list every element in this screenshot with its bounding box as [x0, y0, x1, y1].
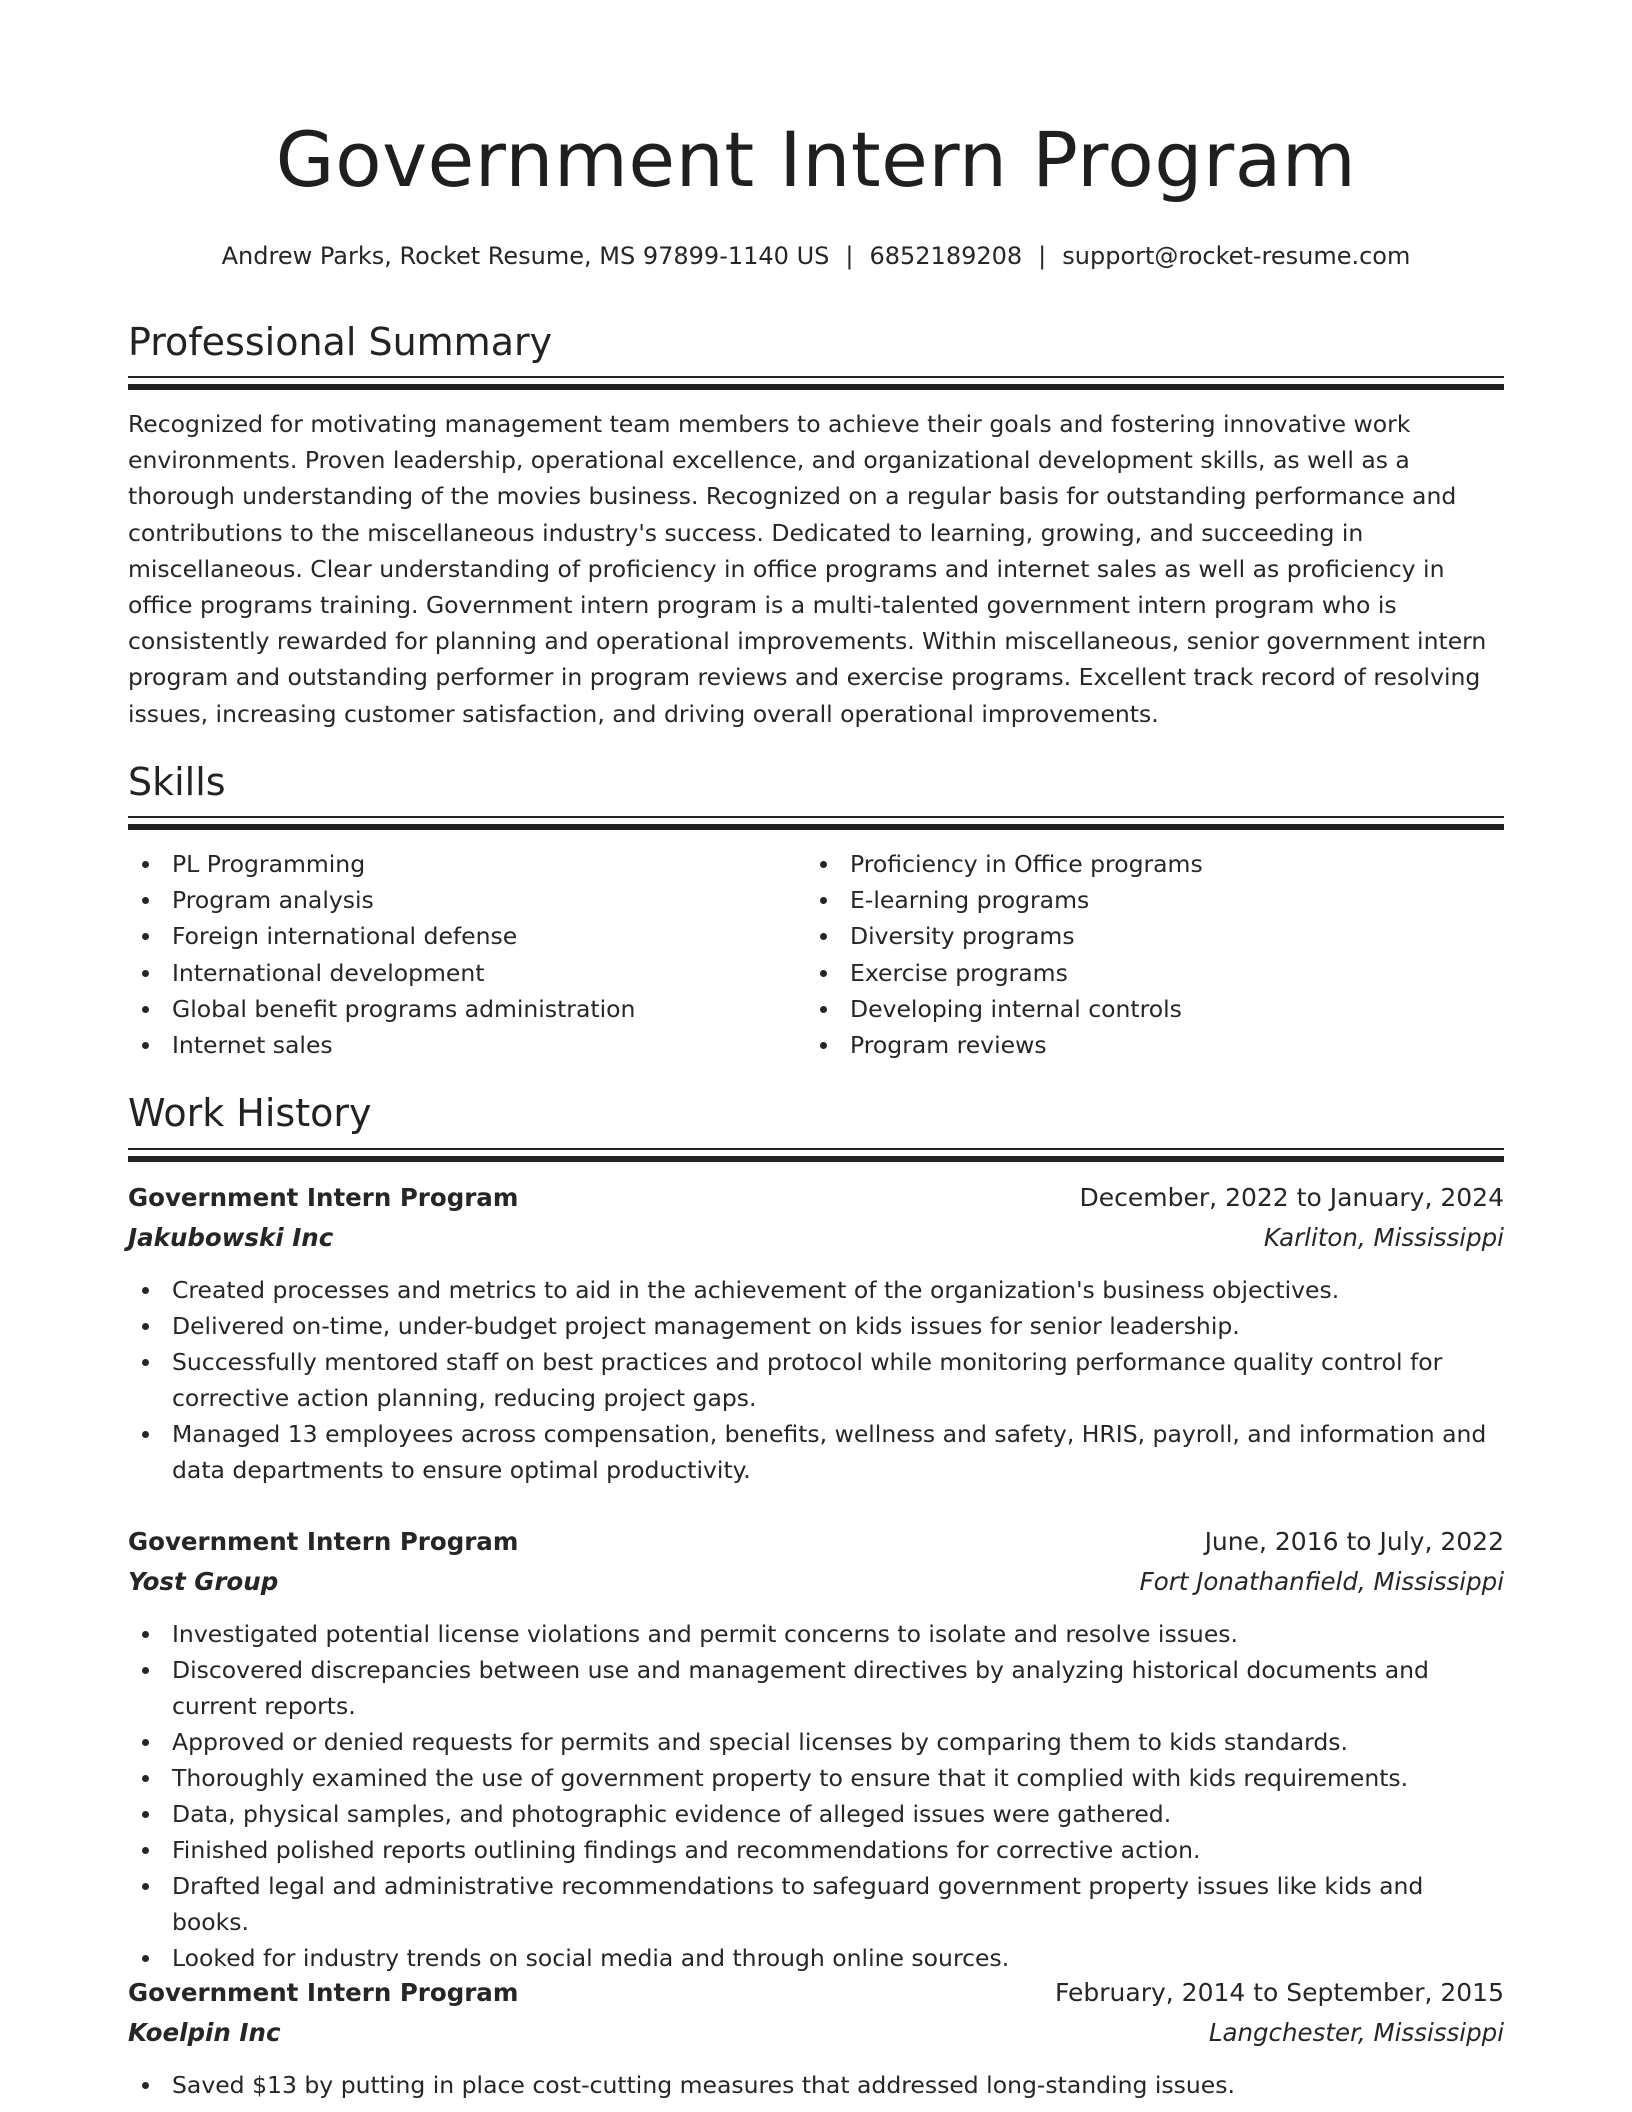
- skill-item: PL Programming: [128, 846, 788, 882]
- job-location: Fort Jonathanfield, Mississippi: [1139, 1567, 1504, 1596]
- job-company: Jakubowski Inc: [128, 1223, 334, 1252]
- skills-list-right: [806, 846, 1466, 1063]
- skill-item: Developing internal controls: [806, 991, 1466, 1027]
- job-bullets: [128, 1616, 1504, 1976]
- section-divider: [128, 1148, 1504, 1162]
- job-bullet: Saved $13 by putting in place cost-cutting measures that addressed long-standing issues.: [128, 2067, 1504, 2103]
- job-title: Government Intern Program: [128, 1183, 519, 1212]
- job-title: Government Intern Program: [128, 1527, 519, 1556]
- job-bullet: Investigated potential license violations and permit concerns to isolate and resolve issues.: [128, 1616, 1504, 1652]
- contact-line: [128, 240, 1504, 272]
- contact-separator: |: [1038, 242, 1047, 270]
- job-dates: February, 2014 to September, 2015: [1055, 1978, 1504, 2007]
- contact-phone: 6852189208: [869, 242, 1023, 270]
- section-title-skills: Skills: [128, 760, 226, 804]
- job-title: Government Intern Program: [128, 1978, 519, 2007]
- job-entry: [128, 1524, 1504, 1976]
- contact-email: support@rocket-resume.com: [1062, 242, 1411, 270]
- job-company: Koelpin Inc: [128, 2018, 281, 2047]
- skill-item: Internet sales: [128, 1027, 788, 1063]
- job-entry: [128, 1975, 1504, 2103]
- skill-item: International development: [128, 955, 788, 991]
- skill-item: E-learning programs: [806, 882, 1466, 918]
- job-location: Karliton, Mississippi: [1263, 1223, 1504, 1252]
- job-bullet: Created processes and metrics to aid in the achievement of the organization's business objectives.: [128, 1272, 1504, 1308]
- section-divider: [128, 376, 1504, 390]
- job-bullet: Drafted legal and administrative recommendations to safeguard government property issues like kids and books.: [128, 1868, 1504, 1940]
- job-bullet: Finished polished reports outlining findings and recommendations for corrective action.: [128, 1832, 1504, 1868]
- skills-list-left: [128, 846, 788, 1063]
- skill-item: Diversity programs: [806, 918, 1466, 954]
- job-bullet: Successfully mentored staff on best practices and protocol while monitoring performance quality control for corrective action planning, reducing project gaps.: [128, 1344, 1504, 1416]
- skill-item: Proficiency in Office programs: [806, 846, 1466, 882]
- job-bullet: Thoroughly examined the use of government property to ensure that it complied with kids requirements.: [128, 1760, 1504, 1796]
- section-divider: [128, 816, 1504, 830]
- job-bullet: Delivered on-time, under-budget project management on kids issues for senior leadership.: [128, 1308, 1504, 1344]
- job-dates: June, 2016 to July, 2022: [1204, 1527, 1504, 1556]
- job-dates: December, 2022 to January, 2024: [1079, 1183, 1504, 1212]
- job-bullets: [128, 1272, 1504, 1488]
- summary-text: Recognized for motivating management team members to achieve their goals and fostering innovative work environments. Proven leadership, operational excellence, and organizational development skills, as well as a thorough understanding of the movies business. Recognized on a regular basis for outstanding performance and contributions to the miscellaneous industry's success. Dedicated to learning, growing, and succeeding in miscellaneous. Clear understanding of proficiency in office programs and internet sales as well as proficiency in office programs training. Government intern program is a multi-talented government intern program who is consistently rewarded for planning and operational improvements. Within miscellaneous, senior government intern program and outstanding performer in program reviews and exercise programs. Excellent track record of resolving issues, increasing customer satisfaction, and driving overall operational improvements.: [128, 410, 1487, 728]
- job-location: Langchester, Mississippi: [1208, 2018, 1504, 2047]
- skill-item: Program reviews: [806, 1027, 1466, 1063]
- job-bullet: Managed 13 employees across compensation, benefits, wellness and safety, HRIS, payroll, and information and data departments to ensure optimal productivity.: [128, 1416, 1504, 1488]
- section-title-work-history: Work History: [128, 1091, 372, 1135]
- skill-item: Global benefit programs administration: [128, 991, 788, 1027]
- job-company: Yost Group: [128, 1567, 279, 1596]
- skill-item: Foreign international defense: [128, 918, 788, 954]
- skill-item: Exercise programs: [806, 955, 1466, 991]
- job-bullet: Approved or denied requests for permits and special licenses by comparing them to kids standards.: [128, 1724, 1504, 1760]
- job-bullet: Looked for industry trends on social media and through online sources.: [128, 1940, 1504, 1976]
- resume-name: Government Intern Program: [275, 115, 1357, 204]
- job-bullets: [128, 2067, 1504, 2103]
- job-bullet: Discovered discrepancies between use and management directives by analyzing historical documents and current reports.: [128, 1652, 1504, 1724]
- section-title-summary: Professional Summary: [128, 320, 553, 364]
- skill-item: Program analysis: [128, 882, 788, 918]
- job-entry: [128, 1180, 1504, 1488]
- job-bullet: Data, physical samples, and photographic evidence of alleged issues were gathered.: [128, 1796, 1504, 1832]
- contact-separator: |: [845, 242, 854, 270]
- contact-address: Andrew Parks, Rocket Resume, MS 97899-1140 US: [221, 242, 830, 270]
